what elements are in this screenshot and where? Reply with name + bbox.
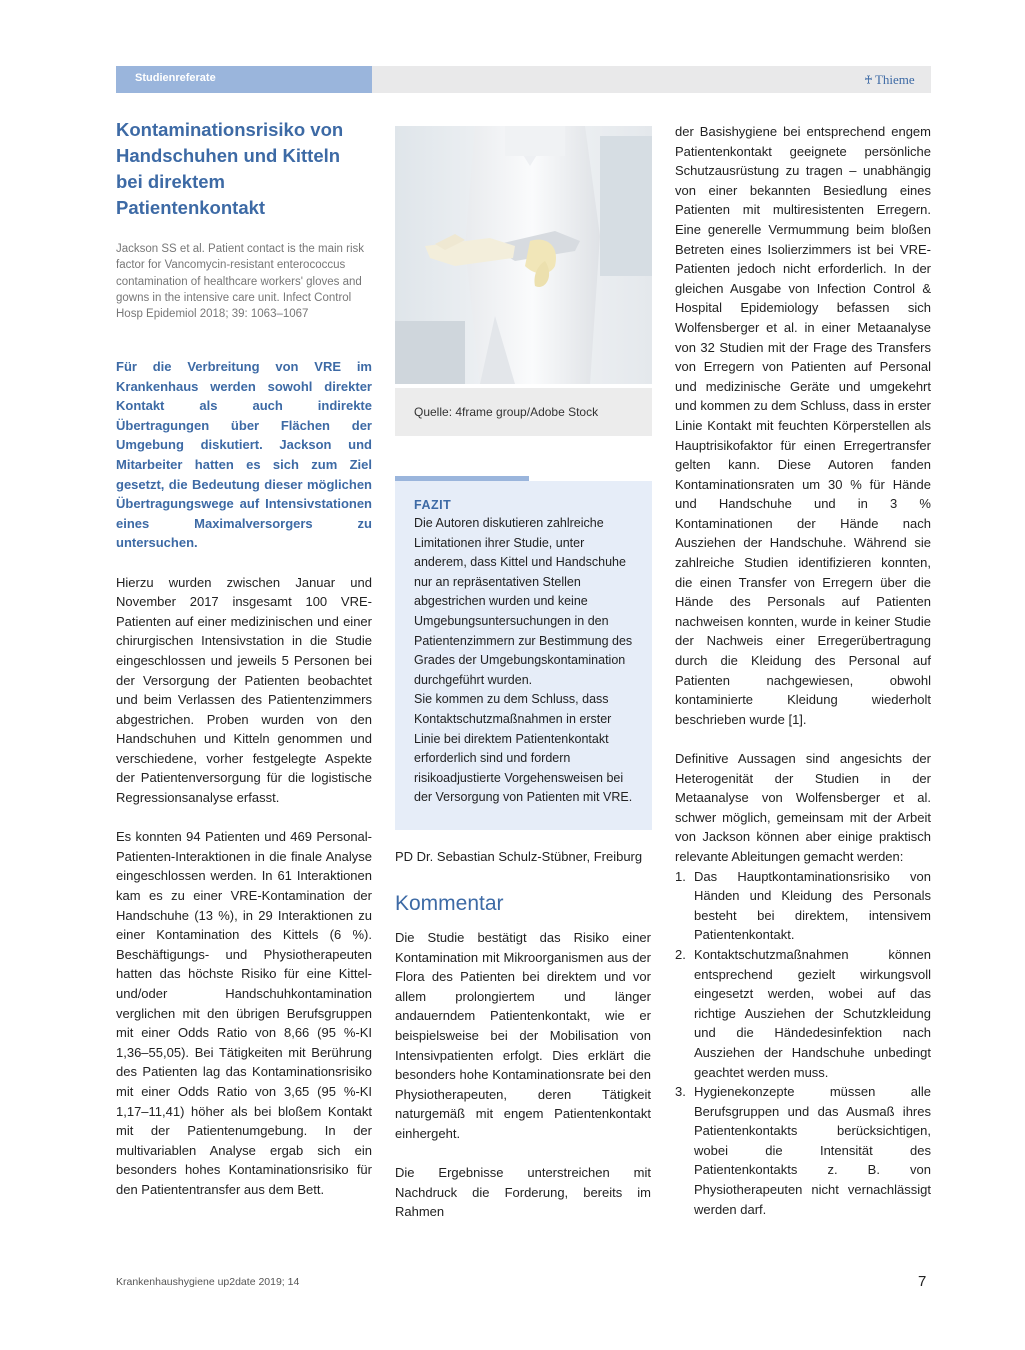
list-item [675,1082,931,1219]
publisher-name: Thieme [874,72,915,87]
section-label: Studienreferate [135,72,216,84]
lead-paragraph: Für die Verbreitung von VRE im Krankenhaus werden sowohl direkter Kontakt als auch indirekte Übertragungen über Flächen der Umgebung diskutiert. Jackson und Mitarbeiter hatten es sich zum Ziel gesetzt, die Bedeutung dieser möglichen Übertragungswege auf Intensivstationen eines Maximalversorgers zu untersuchen. [116,359,372,551]
list-item [675,945,931,1082]
comment-heading: Kommentar [395,892,504,915]
list-number: 3. [675,1084,686,1100]
list-text: Hygienekonzepte müssen alle Berufsgruppen und das Ausmaß ihres Patientenkontakts berücksichtigen, wobei die Intensität des Patientenkontakts z. B. von Physiotherapeuten nicht vernachlässigt werden darf. [694,1084,931,1217]
publisher-logo [864,72,915,88]
column-right [675,122,931,1219]
fazit-paragraph: Sie kommen zu dem Schluss, dass Kontaktschutzmaßnahmen in erster Linie bei direktem Patientenkontakt erforderlich sind und fordern risikoadjustierte Vorgehensweisen bei der Versorgung von Patienten mit VRE. [414,692,633,805]
fazit-paragraph: Die Autoren diskutieren zahlreiche Limitationen ihrer Studie, unter anderem, dass Kittel und Handschuhe nur an repräsentativen Stellen abgestrichen wurden und keine Umgebungsuntersuchungen in den Patientenzimmern zur Bestimmung des Grades der Umgebungskontamination durchgeführt wurden. [414,516,633,687]
list-number: 2. [675,946,686,962]
article-reference: Jackson SS et al. Patient contact is the main risk factor for Vancomycin-resistant enterococcus contamination of healthcare workers' gloves and gowns in the intensive care unit. Infect Control Hosp Epidemiol 2018; 39: 1063–1067 [116,243,365,321]
article-title: Kontaminationsrisiko von Handschuhen und Kitteln bei direktem Patientenkontakt [116,119,344,218]
list-text: Das Hauptkontaminationsrisiko von Händen und Kleidung des Personals besteht bei direktem, intensivem Patientenkontakt. [694,868,931,943]
comment-paragraph: Definitive Aussagen sind angesichts der Heterogenität der Studien in der Metaanalyse von Wolfensberger et al. schwer möglich, gemeinsam mit der Arbeit von Jackson können aber einige praktisch relevante Ableitungen gemacht werden: [675,751,931,864]
body-paragraph: Es konnten 94 Patienten und 469 Personal-Patienten-Interaktionen in die finale Analyse eingeschlossen werden. In 61 Interaktionen kam es zu einer VRE-Kontamination der Handschuhe (13 %), in 29 Interaktionen zu einer Kontamination des Kittels (6 %). Beschäftigungs- und Physiotherapeuten hatten das höchste Risiko für eine Kittel- und/oder Handschuhkontamination verglichen mit den übrigen Berufsgruppen mit einer Odds Ratio von 8,66 (95 %-KI 1,36–55,05). Bei Tätigkeiten mit Berührung des Patienten lag das Kontaminationsrisiko mit einer Odds Ratio von 3,65 (95 %-KI 1,17–11,41) höher als bei bloßem Kontakt mit der Patientenumgebung. In der multivariablen Analyse ergab sich ein besonders hohes Kontaminationsrisiko für den Patiententransfer aus dem Bett. [116,829,372,1197]
footer-journal: Krankenhaushygiene up2date 2019; 14 [116,1276,300,1288]
list-number: 1. [675,868,686,884]
conclusion-list [675,867,931,1220]
page-number: 7 [918,1273,927,1290]
fazit-text [414,514,639,808]
fazit-heading: FAZIT [414,498,452,512]
article-photo [395,126,652,384]
comment-paragraph: Die Studie bestätigt das Risiko einer Kontamination mit Mikroorganismen aus der Flora des Patienten bei direktem und vor allem prolongiertem und länger andauerndem Patientenkontakt, wie er beispielsweise bei der Mobilisation von Intensivpatienten erfolgt. Dies erklärt die besonders hohe Kontaminationsrate bei den Physiotherapeuten, deren Tätigkeit naturgemäß mit engem Patientenkontakt einhergeht. [395,930,651,1141]
photo-credit: Quelle: 4frame group/Adobe Stock [414,405,599,419]
comment-paragraph: Die Ergebnisse unterstreichen mit Nachdruck die Forderung, bereits im Rahmen [395,1165,651,1220]
column-left [116,357,372,1219]
thieme-logo-icon: ♰ [864,72,873,87]
body-paragraph: Hierzu wurden zwischen Januar und November 2017 insgesamt 100 VRE-Patienten auf einer medizinischen und einer chirurgischen Intensivstation in die Studie eingeschlossen und jeweils 5 Personen bei der Versorgung der Patienten beobachtet und beim Verlassen des Patientenzimmers abgestrichen. Proben wurden von den Handschuhen und Kitteln genommen und verschiedene, vorher festgelegte Aspekte der Patientenversorgung für die logistische Regressionsanalyse erfasst. [116,574,372,806]
comment-paragraph: der Basishygiene bei entsprechend engem Patientenkontakt geeignete persönliche Schutzausrüstung zu tragen – unabhängig von einer bekannten Besiedlung eines Patienten mit multiresistenten Erregern. Eine generelle Vermummung beim bloßen Betreten eines Isolierzimmers ist bei VRE-Patienten jedoch nicht erforderlich. In der gleichen Ausgabe von Infection Control & Hospital Epidemiology befassen sich Wolfensberger et al. in einer Metaanalyse von 32 Studien mit der Frage des Transfers von Erregern von Patienten auf Personal und medizinische Geräte und umgekehrt und kommen zu dem Schluss, dass in erster Linie Kontakt mit feuchten Körperstellen als Hauptrisikofaktor für einen Erregertransfer gelten kann. Diese Autoren fanden Kontaminationsraten um 30 % für Hände und Handschuhe und in 3 % Kontaminationen der Hände nach Ausziehen der Handschuhe. Während sie zahlreiche Studien identifizieren konnten, die einen Transfer von Erregern über die Hände des Personals auf Patienten nachweisen konnten, wurde in keiner Studie der Nachweis einer Erregerübertragung durch die Kleidung des Personal auf Patienten nachgewiesen, obwohl kontaminierte Kleidung wiederholt beschrieben wurde [1]. [675,124,931,727]
doctor-gloves-illustration [395,126,652,384]
comment-text [395,928,651,1242]
author-line: PD Dr. Sebastian Schulz-Stübner, Freiburg [395,849,643,864]
list-item [675,867,931,945]
list-text: Kontaktschutzmaßnahmen können entsprechend gezielt wirkungsvoll eingesetzt werden, wobei auf das richtige Ausziehen der Schutzkleidung und die Händedesinfektion nach Ausziehen der Handschuhe unbedingt geachtet werden muss. [694,946,931,1080]
